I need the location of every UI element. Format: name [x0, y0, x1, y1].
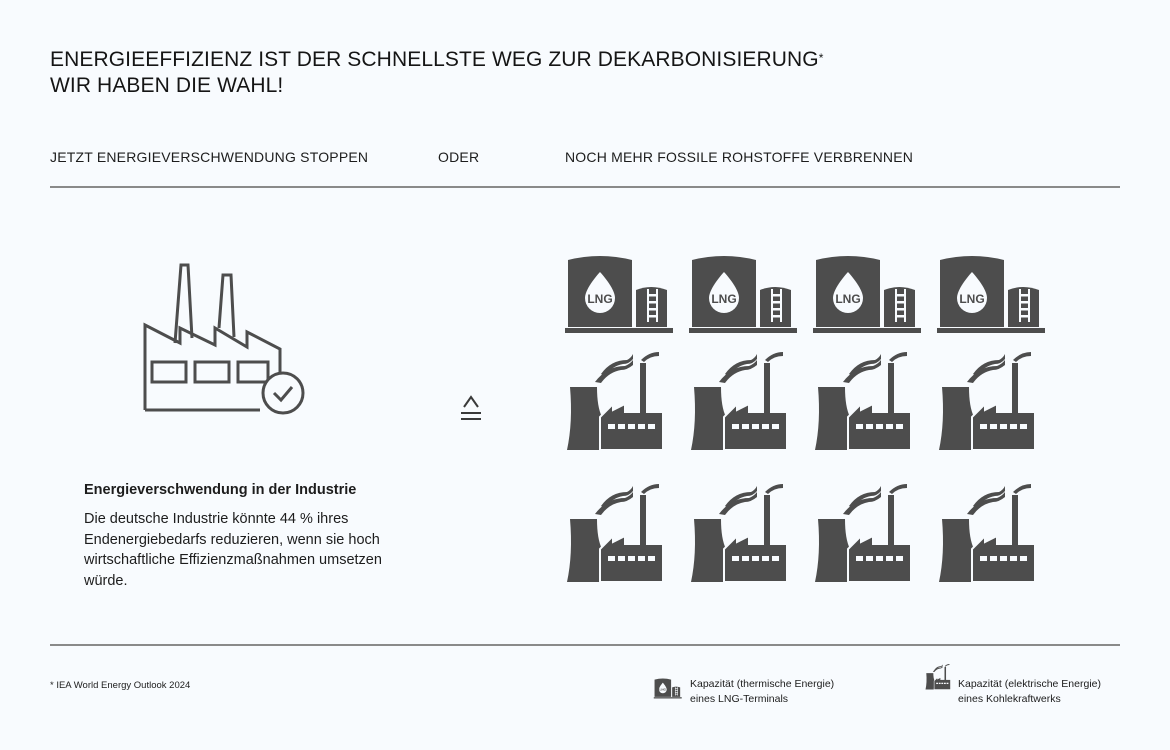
coal-power-plant-icon: [813, 484, 937, 584]
coal-power-plant-icon: [565, 484, 689, 584]
lng-terminal-icon: [565, 250, 689, 350]
legend-coal-line-1: Kapazität (elektrische Energie): [958, 678, 1101, 690]
coal-power-plant-icon: [937, 352, 1061, 452]
description-body: Die deutsche Industrie könnte 44 % ihres Endenergiebedarfs reduzieren, wenn sie hoch wirtschaftliche Effizienzmaßnahmen umsetzen würde.: [84, 511, 382, 589]
legend-lng-line-2: eines LNG-Terminals: [690, 693, 789, 705]
lng-row: [565, 250, 1061, 350]
equivalence-icon: [458, 394, 484, 422]
lng-terminal-icon: [937, 250, 1061, 350]
footnote-marker: *: [818, 51, 824, 65]
page-title: [50, 47, 824, 99]
coal-power-plant-icon: [937, 484, 1061, 584]
legend-lng-line-1: Kapazität (thermische Energie): [690, 678, 835, 690]
description-title: Energieverschwendung in der Industrie: [84, 482, 357, 498]
top-divider: [50, 186, 1120, 188]
coal-power-plant-icon: [689, 484, 813, 584]
title-line-2: WIR HABEN DIE WAHL!: [50, 74, 284, 97]
coal-power-plant-icon: [813, 352, 937, 452]
choice-left-label: JETZT ENERGIEVERSCHWENDUNG STOPPEN: [50, 149, 369, 165]
source-footnote: * IEA World Energy Outlook 2024: [50, 680, 191, 691]
title-line-1: ENERGIEEFFIZIENZ IST DER SCHNELLSTE WEG ZUR DEKARBONISIERUNG: [50, 48, 819, 71]
legend-item-coal: [925, 664, 1101, 707]
coal-row-1: [565, 352, 1061, 452]
factory-check-icon: [135, 255, 315, 420]
coal-row-2: [565, 484, 1061, 584]
lng-terminal-icon: [689, 250, 813, 350]
coal-power-plant-icon: [565, 352, 689, 452]
legend-coal-line-2: eines Kohlekraftwerks: [958, 693, 1061, 705]
lng-terminal-icon: [653, 677, 683, 699]
coal-power-plant-icon: [689, 352, 813, 452]
choice-right-label: NOCH MEHR FOSSILE ROHSTOFFE VERBRENNEN: [565, 149, 914, 165]
coal-power-plant-icon: [925, 664, 951, 690]
legend-item-lng: [653, 677, 834, 707]
bottom-divider: [50, 644, 1120, 646]
choice-or-label: ODER: [438, 149, 480, 165]
lng-terminal-icon: [813, 250, 937, 350]
